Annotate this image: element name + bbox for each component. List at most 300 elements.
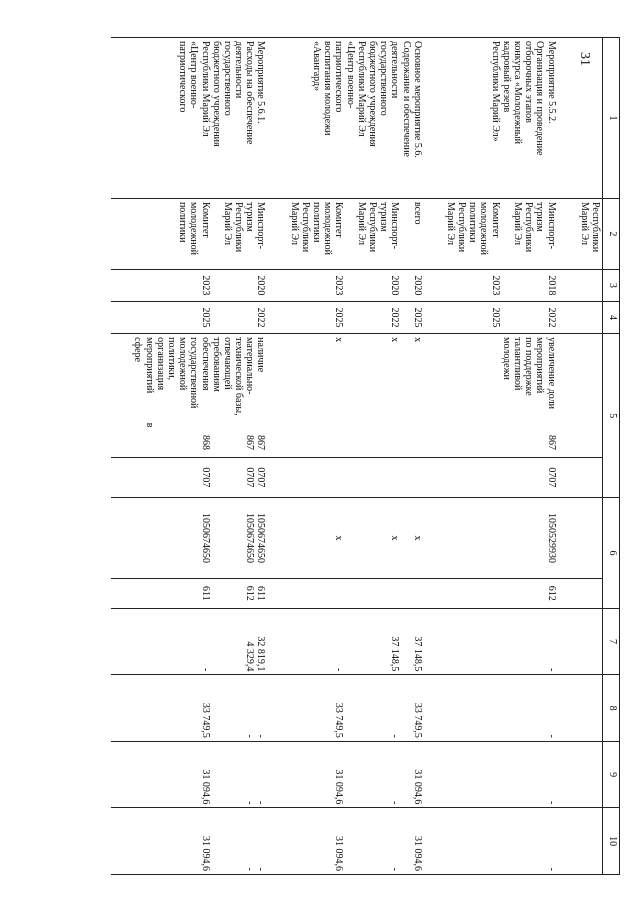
column-header: 3 [603,269,620,301]
amount-2024-line: 31 094,6 [199,769,211,805]
spacer-cell [558,675,578,742]
executor-line [344,202,355,266]
section-code-cell [578,457,603,498]
expense-type-line: 611 [199,585,211,601]
start-year-line: 2020 [255,275,267,296]
end-year-line: 2025 [489,307,501,328]
expense-type-line: 611 [255,585,267,601]
start-year-line: 2020 [389,275,401,296]
amount-2025-line [378,811,389,871]
spacer-cell [558,608,578,675]
activity-name-line: Республики Марий Эл [199,41,211,137]
spacer-cell [268,334,288,457]
spacer-cell [268,578,288,608]
activity-name-cell [578,38,603,199]
amount-2025-line [400,811,411,871]
activity-name-line: патриотического [177,41,189,113]
grbs-code-line: 867 [244,435,256,451]
expense-type-line [222,582,233,605]
section-code-cell [288,457,424,498]
executor-line: Марий Эл [288,201,300,245]
amount-2025-line: - [389,867,401,871]
amount-2018-2022-line [211,612,222,672]
expected-result-line [356,337,367,427]
amount-2018-2022-line [344,612,355,672]
amount-2024-cell [288,741,424,808]
spacer-cell [558,808,578,875]
activity-name-cell [131,38,267,199]
end-year-line: 2022 [545,307,557,328]
target-article-cell [578,498,603,578]
row-spacer [558,38,578,875]
amount-2018-2022-line: - [333,667,345,672]
end-year-line [211,305,222,330]
executor-line: Марий Эл [355,201,367,245]
start-year-line [367,273,378,298]
activity-name-cell [444,38,558,199]
spacer-cell [558,334,578,457]
spacer-cell [558,301,578,333]
executor-line: Республики [590,201,601,253]
start-year-line [534,273,545,298]
amount-2023-line [211,678,222,738]
executor-line: Минспорт- [389,201,401,249]
expected-result-line: наличие материально- [244,337,267,395]
start-year-line [356,273,367,298]
amount-2025-line: - [244,867,256,871]
target-article-line [222,501,233,574]
expense-type-cell [578,578,603,608]
spacer-cell [111,808,131,875]
spacer-cell [111,198,131,269]
executor-line [501,202,512,266]
expected-result-line: x [389,337,401,343]
amount-2025-cell [578,808,603,875]
spacer-cell [111,741,131,808]
amount-2025-cell [131,808,267,875]
column-header: 8 [603,675,620,742]
spacer-cell [111,608,131,675]
grbs-code [333,432,423,454]
spacer-cell [268,198,288,269]
start-year-cell [578,269,603,301]
section-code-line: 0707 [255,467,267,488]
column-header: 4 [603,301,620,333]
executor-line: Комитет [199,201,211,238]
amount-2025-line [356,811,367,871]
expected-result-line [378,337,389,427]
amount-2023-line: - [255,734,267,738]
expense-type-cell [131,578,267,608]
column-header: 7 [603,608,620,675]
start-year-line [244,273,255,298]
table-header [603,38,620,875]
executor-line: туризм [534,201,546,232]
executor-line [400,202,411,266]
target-article-line [378,501,389,574]
spacer-cell [111,301,131,333]
amount-2024-line [378,745,389,805]
activity-name-line: Республики Марий Эл [355,41,367,137]
amount-2018-2022-line: - [545,667,557,672]
target-article-cell [444,498,558,578]
amount-2024-line [233,745,244,805]
amount-2018-2022-line [367,612,378,672]
column-header: 10 [603,808,620,875]
amount-2023-cell [288,675,424,742]
target-article-line: 1050674650 [244,513,256,564]
expected-result-cell [288,334,424,457]
amount-2024-line [367,745,378,805]
spacer-cell [424,741,444,808]
end-year-line: 2025 [199,307,211,328]
amount-2018-2022-line: - [199,667,211,672]
amount-2023-line [378,678,389,738]
expected-result-line [367,337,378,427]
target-article-cell [131,498,267,578]
spacer-cell [424,675,444,742]
start-year-line [400,273,411,298]
executor-line: Марий Эл [578,201,590,245]
spacer-cell [424,808,444,875]
spacer-cell [111,38,131,199]
expected-result-line: молодежной политики, [166,337,189,391]
spacer-cell [111,334,131,457]
executor-line: молодежной [188,201,200,255]
amount-2018-2022-line [400,612,411,672]
activity-name-cell [288,38,424,199]
end-year-line [501,305,512,330]
executor-line: Республики [456,201,468,253]
spacer-cell [558,498,578,578]
activity-name-line: отборочных этапов [523,41,535,123]
amount-2025-line [344,811,355,871]
spacer-cell [111,457,131,498]
activity-name-line: Содержание и обеспечение [400,41,412,157]
column-header: 9 [603,741,620,808]
executor-line: туризм [378,201,390,232]
activity-name-line: «Центр военно- [188,41,200,109]
amount-2025-line: 31 094,6 [333,836,345,871]
spacer-cell [424,334,444,457]
amount-2025-line [367,811,378,871]
amount-2018-2022-line: 4 329,4 [244,641,256,672]
start-year-cell [288,269,424,301]
end-year-line [244,305,255,330]
spacer-cell [268,269,288,301]
amount-2024-line: 31 094,6 [411,769,423,805]
column-header: 5 [603,334,620,498]
expense-type-cell [288,578,424,608]
table-row [288,38,424,875]
end-year-line [344,305,355,330]
amount-2018-2022-cell [131,608,267,675]
amount-2025-line [233,811,244,871]
amount-2024-line [400,745,411,805]
amount-2025-line: - [545,867,557,871]
amount-2023-line: - [389,734,401,738]
column-header: 2 [603,198,620,269]
target-article-line [400,501,411,574]
amount-2018-2022-line [378,612,389,672]
activity-name-line: патриотического [333,41,345,113]
expected-result-line: требованиям [210,337,222,392]
amount-2024-line: 31 094,6 [333,769,345,805]
table-body [111,38,602,875]
executor-line: Марий Эл [512,201,524,245]
amount-2018-2022-line: 37 148,5 [389,636,401,672]
activity-name-line: конкурса «Молодежный [512,41,524,144]
target-article-line [367,501,378,574]
end-year-line [378,305,389,330]
expected-result-line: увеличение доли [545,337,557,409]
section-code-line: 0707 [545,467,557,488]
expected-result [501,337,557,427]
table-row [444,38,558,875]
expected-result-cell [444,334,558,457]
activity-name-line: Мероприятие 5.5.2. [545,41,557,124]
amount-2023-line: 33 749,5 [199,702,211,738]
start-year-line [344,273,355,298]
executor-cell [131,198,267,269]
grbs-code-line: 867 [545,435,557,451]
expected-result-line: x [411,337,423,343]
activity-name-line: Мероприятие 5.6.1. [255,41,267,124]
amount-2024-cell [578,741,603,808]
amount-2024-line: - [389,801,401,805]
expected-result-line [400,337,411,427]
expense-type-cell [444,578,558,608]
expected-result-line: по поддержке [523,337,535,396]
grbs-code-line [211,432,222,454]
activity-name-line: деятельности [233,41,245,99]
activity-name-line: Основное мероприятие 5.6. [411,41,423,158]
start-year-line [512,273,523,298]
start-year-line [501,273,512,298]
start-year-line: 2023 [333,275,345,296]
target-article-line: 1050674650 [199,513,211,564]
amount-2025-line: 31 094,6 [199,836,211,871]
end-year-cell [288,301,424,333]
spacer-cell [424,578,444,608]
expected-result [132,337,266,427]
target-article-line: x [411,535,423,541]
amount-2018-2022-line [222,612,233,672]
end-year-cell [444,301,558,333]
amount-2018-2022-cell [288,608,424,675]
activity-name-line: Расходы на обеспечение [244,41,256,145]
amount-2023-cell [444,675,558,742]
spacer-cell [558,578,578,608]
amount-2023-line [400,678,411,738]
start-year-line: 2023 [199,275,211,296]
executor-line: Комитет [333,201,345,238]
expected-result-line: мероприятий [534,337,546,394]
expected-result-line: обеспечения [199,337,211,391]
executor-line: политики [467,201,479,243]
spacer-cell [268,608,288,675]
expected-result-line: талантливой молодежи [500,337,524,391]
amount-2024-cell [131,741,267,808]
amount-2023-line [367,678,378,738]
executor-line: всего [411,201,423,225]
activity-name-line: бюджетного учреждения [367,41,378,147]
executor-line: политики [311,201,323,243]
amount-2024-line: - [255,801,267,805]
start-year-line [211,273,222,298]
start-year-cell [444,269,558,301]
amount-2023-line: 33 749,5 [411,702,423,738]
start-year-line: 2020 [411,275,423,296]
amount-2018-2022-line: 37 148,5 [411,636,423,672]
executor-cell [444,198,558,269]
activity-name-line: бюджетного учреждения [210,41,222,147]
expected-result-cell [131,334,267,457]
executor-line: молодежной [322,201,334,255]
table-row [578,38,603,875]
expected-result-line: государственной [188,337,200,409]
target-article-line: 1050674650 [255,513,267,564]
amount-2025-line: 31 094,6 [411,836,423,871]
start-year-line [222,273,233,298]
end-year-line: 2025 [411,307,423,328]
amount-2023-line [356,678,367,738]
spacer-cell [558,741,578,808]
activity-name-line: Республики Марий Эл» [489,41,501,142]
end-year-line [400,305,411,330]
activity-name-line: государственного [378,41,390,116]
section-code-cell [131,457,267,498]
start-year-line: 2018 [545,275,557,296]
spacer-cell [268,808,288,875]
amount-2025-cell [444,808,558,875]
end-year-line [367,305,378,330]
amount-2024-line [211,745,222,805]
end-year-line [523,305,534,330]
spacer-cell [111,675,131,742]
activity-name-line: Организация и проведение [534,41,546,156]
spacer-cell [424,301,444,333]
end-year-line: 2025 [333,307,345,328]
executor-line: Минспорт- [545,201,557,249]
end-year-line: 2022 [389,307,401,328]
amount-2024-line [344,745,355,805]
amount-2023-line: 33 749,5 [333,702,345,738]
amount-2024-line: - [244,801,256,805]
end-year-cell [578,301,603,333]
executor-cell [578,198,603,269]
expense-type-line [233,582,244,605]
amount-2018-2022-line [356,612,367,672]
row-spacer [111,38,131,875]
activity-name-line: «Авангард» [311,41,323,92]
spacer-cell [111,269,131,301]
executor-line: молодежной [478,201,490,255]
start-year-line [523,273,534,298]
expected-result [333,337,423,427]
executor-line: политики [177,201,189,243]
executor-line [211,202,222,266]
executor-line: Марий Эл [221,201,233,245]
spacer-cell [424,608,444,675]
amount-2023-cell [578,675,603,742]
executor-line: Республики [523,201,535,253]
start-year-line: 2023 [489,275,501,296]
spacer-cell [558,269,578,301]
spacer-cell [424,269,444,301]
amount-2023-line: - [545,734,557,738]
start-year-line [233,273,244,298]
expected-result-line [344,337,355,427]
grbs-code-line: 867 [255,435,267,451]
spacer-cell [268,301,288,333]
target-article-line [344,501,355,574]
activity-name-line: деятельности [389,41,401,99]
table-row [131,38,267,875]
target-article-line: 1050529930 [545,513,557,564]
end-year-cell [131,301,267,333]
column-header: 6 [603,498,620,609]
amount-2018-2022-line [233,612,244,672]
spacer-cell [558,38,578,199]
spacer-cell [111,578,131,608]
target-article-line: x [333,535,345,541]
section-code-line [222,461,233,495]
spacer-cell [424,457,444,498]
spacer-cell [558,457,578,498]
section-code-line: 0707 [244,467,256,488]
activity-name-line: кадровый резерв [500,41,512,113]
section-code-line: 0707 [199,467,211,488]
end-year-line [233,305,244,330]
grbs-code-line: 868 [199,435,211,451]
grbs-code-line [222,432,233,454]
executor-cell [288,198,424,269]
expected-result-line: мероприятий в сфере [132,337,155,428]
spacer-cell [111,498,131,578]
amount-2025-line [211,811,222,871]
expected-result-cell [578,334,603,457]
spacer-cell [424,38,444,199]
spacer-cell [268,38,288,199]
activity-name-line: «Центр военно- [344,41,356,109]
target-article-line: x [389,535,401,541]
spacer-cell [268,498,288,578]
amount-2024-line [222,745,233,805]
executor-line: Минспорт- [255,201,267,249]
program-activities-table [111,37,620,875]
spacer-cell [424,198,444,269]
end-year-line [222,305,233,330]
activity-name-line: воспитания молодежи [322,41,334,136]
expected-result-line: технической базы, [233,337,245,416]
executor-line: Республики [233,201,245,253]
amount-2023-cell [131,675,267,742]
section-code-line [233,461,244,495]
end-year-line [534,305,545,330]
executor-line: Республики [367,201,378,253]
spacer-cell [424,498,444,578]
amount-2024-line [356,745,367,805]
activity-name-line: государственного [221,41,233,116]
end-year-line [356,305,367,330]
row-spacer [268,38,288,875]
expense-type-line [211,582,222,605]
spacer-cell [268,675,288,742]
start-year-cell [131,269,267,301]
expense-type-line: 612 [545,585,557,601]
amount-2023-line [344,678,355,738]
